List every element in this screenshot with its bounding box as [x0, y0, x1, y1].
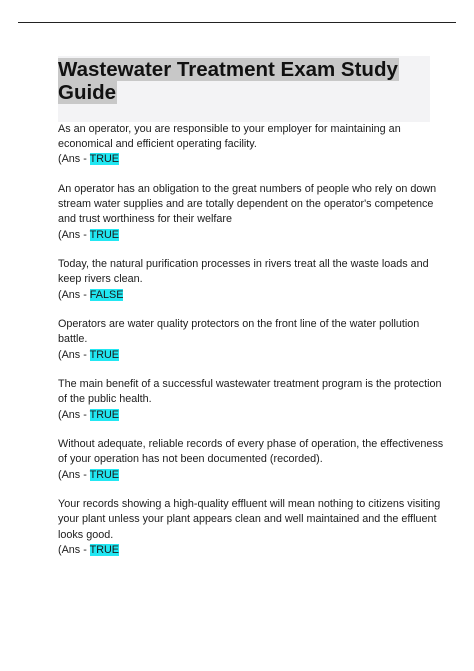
- qa-item: [58, 497, 448, 558]
- answer-value-highlight: TRUE: [89, 153, 120, 166]
- answer-value-highlight: TRUE: [89, 228, 120, 241]
- answer-line: [58, 228, 448, 243]
- qa-item: [58, 317, 448, 363]
- question-text: As an operator, you are responsible to your employer for maintaining an economical and efficient operating facility.: [58, 123, 401, 151]
- qa-item: [58, 182, 448, 243]
- title-line-1: Wastewater Treatment Exam Study: [58, 58, 398, 81]
- answer-value-highlight: TRUE: [89, 408, 120, 421]
- question-text: Operators are water quality protectors on the front line of the water pollution battle.: [58, 318, 420, 346]
- answer-prefix: (Ans -: [58, 153, 90, 166]
- top-rule-divider: [18, 22, 456, 23]
- answer-prefix: (Ans -: [58, 408, 90, 421]
- question-text: The main benefit of a successful wastewater treatment program is the protection of the public health.: [58, 378, 442, 406]
- qa-item: [58, 377, 448, 423]
- qa-item: [58, 257, 448, 303]
- question-text: An operator has an obligation to the great numbers of people who rely on down stream water supplies and are totally dependent on the operator's competence and trust worthiness for their welfare: [58, 183, 437, 226]
- answer-prefix: (Ans -: [58, 468, 90, 481]
- qa-item: [58, 437, 448, 483]
- answer-prefix: (Ans -: [58, 288, 90, 301]
- answer-value-highlight: TRUE: [89, 543, 120, 556]
- answer-line: [58, 288, 448, 303]
- answer-line: [58, 152, 448, 167]
- question-text: Without adequate, reliable records of every phase of operation, the effectiveness of your operation has not been documented (recorded).: [58, 438, 444, 466]
- answer-prefix: (Ans -: [58, 543, 90, 556]
- answer-value-highlight: TRUE: [89, 348, 120, 361]
- document-title: [58, 56, 430, 122]
- qa-item: [58, 122, 448, 168]
- answer-value-highlight: TRUE: [89, 468, 120, 481]
- answer-value-highlight: FALSE: [89, 288, 124, 301]
- question-text: Today, the natural purification processes in rivers treat all the waste loads and keep rivers clean.: [58, 258, 429, 286]
- answer-prefix: (Ans -: [58, 228, 90, 241]
- answer-line: [58, 543, 448, 558]
- title-line-2: Guide: [58, 81, 117, 104]
- question-answer-list: [58, 122, 448, 572]
- answer-line: [58, 408, 448, 423]
- answer-line: [58, 348, 448, 363]
- answer-prefix: (Ans -: [58, 348, 90, 361]
- question-text: Your records showing a high-quality effluent will mean nothing to citizens visiting your plant unless your plant appears clean and well maintained and the effluent looks good.: [58, 498, 441, 541]
- answer-line: [58, 468, 448, 483]
